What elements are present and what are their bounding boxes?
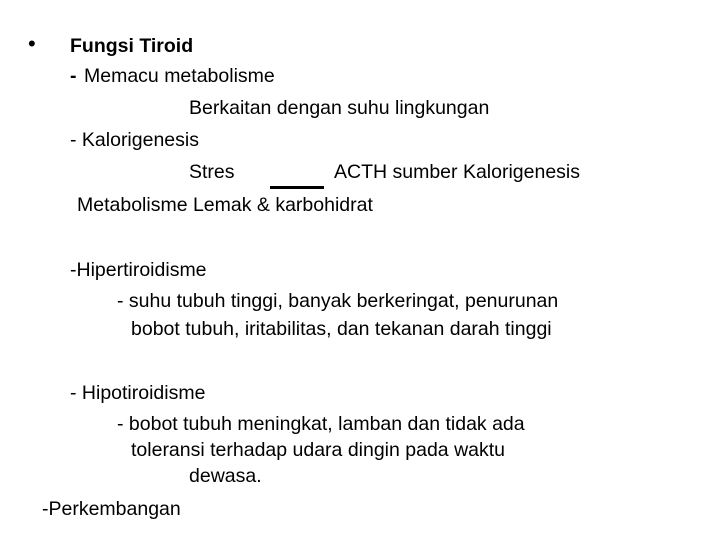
stres-text: Stres: [189, 161, 235, 183]
perkembangan-heading: -Perkembangan: [42, 498, 181, 520]
hipotiroidisme-desc-line-3: dewasa.: [189, 465, 262, 487]
memacu-text: Memacu metabolisme: [84, 65, 275, 87]
kalorigenesis-text: - Kalorigenesis: [70, 129, 199, 151]
hipotiroidisme-desc-line-1: - bobot tubuh meningkat, lamban dan tidak ada: [117, 413, 525, 435]
berkaitan-text: Berkaitan dengan suhu lingkungan: [189, 97, 490, 119]
metabolisme-text: Metabolisme Lemak & karbohidrat: [77, 194, 373, 216]
bullet-icon: •: [28, 31, 36, 56]
memacu-dash: -: [70, 65, 77, 87]
right-arrow-icon: [270, 186, 324, 189]
hipertiroidisme-desc-line-2: bobot tubuh, iritabilitas, dan tekanan darah tinggi: [131, 318, 552, 340]
acth-text: ACTH sumber Kalorigenesis: [334, 161, 581, 183]
hipertiroidisme-desc-line-1: - suhu tubuh tinggi, banyak berkeringat, penurunan: [117, 290, 559, 312]
hipotiroidisme-desc-line-2: toleransi terhadap udara dingin pada waktu: [131, 439, 506, 461]
slide-title: Fungsi Tiroid: [70, 35, 194, 57]
hipotiroidisme-heading: - Hipotiroidisme: [70, 382, 206, 404]
hipertiroidisme-heading: -Hipertiroidisme: [70, 259, 207, 281]
